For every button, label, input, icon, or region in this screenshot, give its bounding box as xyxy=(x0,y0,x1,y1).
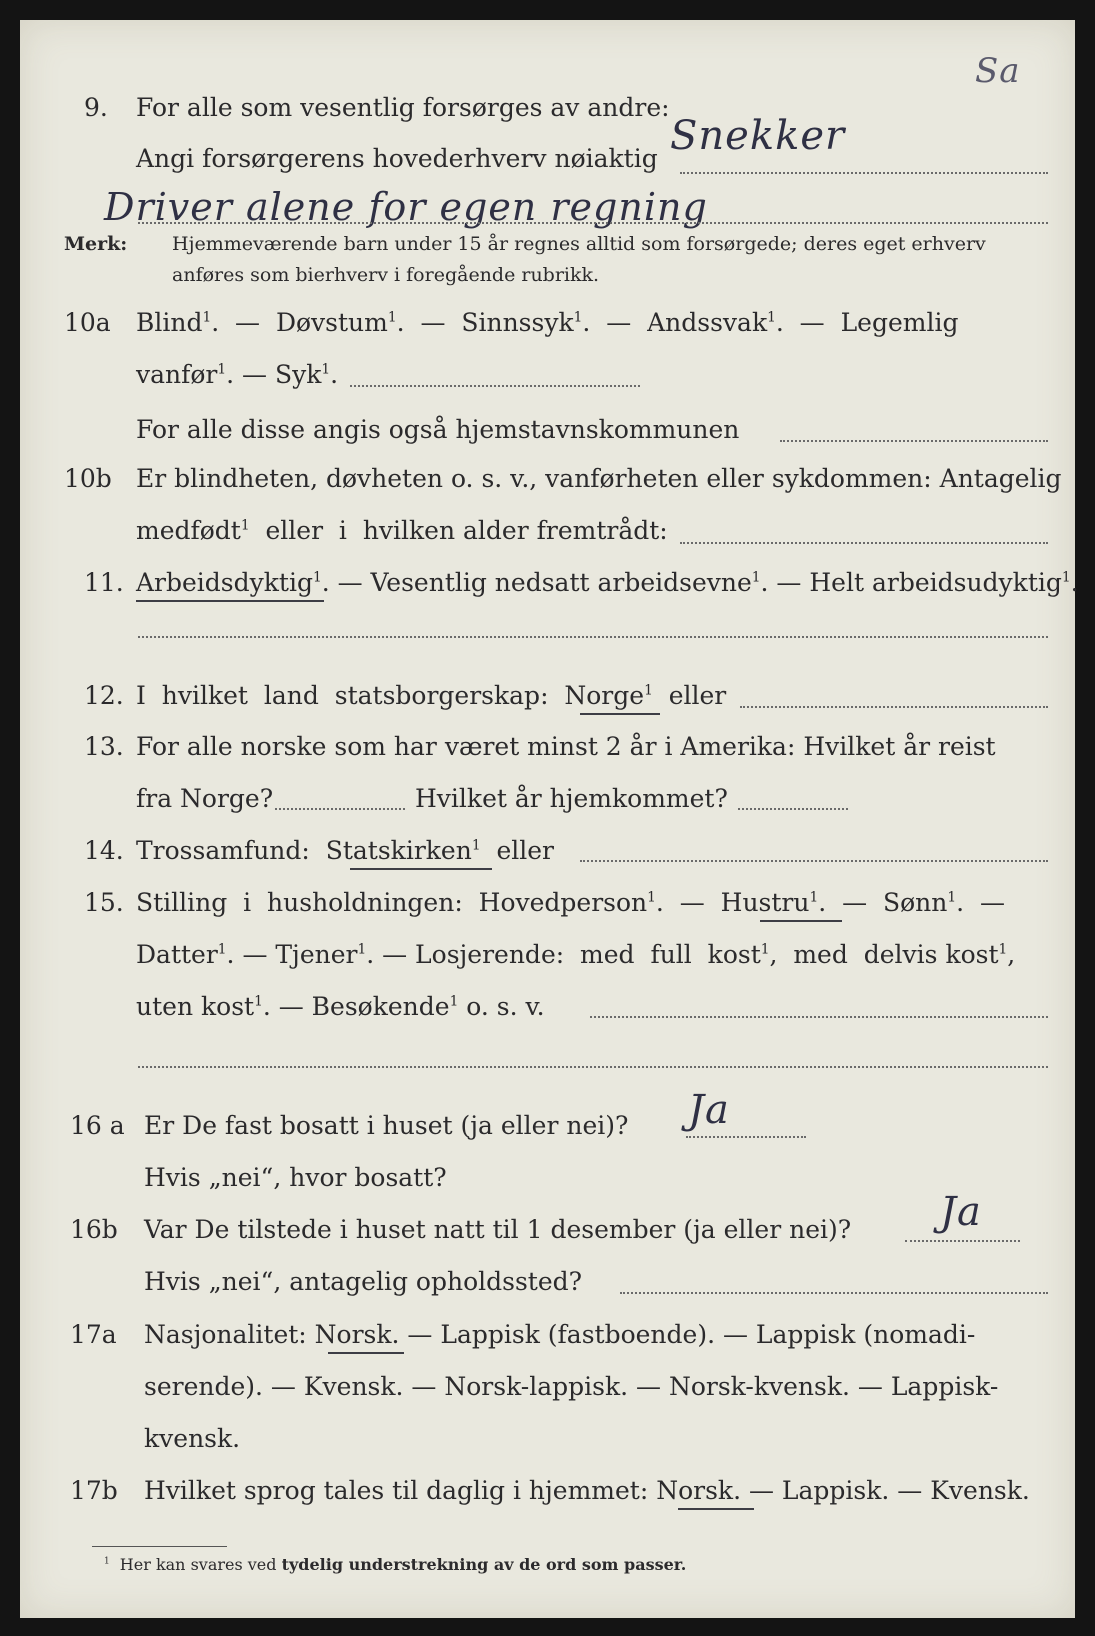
answer-line xyxy=(620,1292,1048,1294)
answer-line xyxy=(738,808,848,810)
question-text: Trossamfund: Statskirken$^1$ eller xyxy=(136,836,555,865)
answer-line xyxy=(350,385,640,387)
handwritten-answer: Ja xyxy=(940,1189,982,1235)
question-text: Datter$^1$. — Tjener$^1$. — Losjerende: med full kost$^1$, med delvis kost$^1$, xyxy=(136,940,1016,969)
question-text: serende). — Kvensk. — Norsk-lappisk. — Norsk-kvensk. — Lappisk- xyxy=(144,1372,999,1401)
answer-line xyxy=(686,1136,806,1138)
item-number: 10a xyxy=(64,308,111,337)
question-text: Var De tilstede i huset natt til 1 desember (ja eller nei)? xyxy=(144,1215,852,1244)
answer-line xyxy=(740,706,1048,708)
question-text: Blind$^1$. — Døvstum$^1$. — Sinnssyk$^1$. — Andssvak$^1$. — Legemlig xyxy=(136,308,959,337)
item-number: 9. xyxy=(84,93,108,122)
question-text: For alle disse angis også hjemstavnskommunen xyxy=(136,415,740,444)
answer-line xyxy=(680,542,1048,544)
question-text: Stilling i husholdningen: Hovedperson$^1$. — Hustru$^1$. — Sønn$^1$. — xyxy=(136,888,1005,917)
question-text: For alle som vesentlig forsørges av andre: xyxy=(136,93,670,122)
answer-underline xyxy=(760,920,842,922)
answer-line xyxy=(275,808,405,810)
item-number: 12. xyxy=(84,681,124,710)
answer-line xyxy=(905,1240,1020,1242)
question-text: Arbeidsdyktig$^1$. — Vesentlig nedsatt arbeidsevne$^1$. — Helt arbeidsudyktig$^1$. xyxy=(136,568,1079,597)
question-text: vanfør$^1$. — Syk$^1$. xyxy=(136,360,339,389)
question-text: I hvilket land statsborgerskap: Norge$^1$ eller xyxy=(136,681,727,710)
item-number: 13. xyxy=(84,732,124,761)
answer-line xyxy=(138,1066,1048,1068)
item-number: 10b xyxy=(64,464,112,493)
question-text: Er De fast bosatt i huset (ja eller nei)? xyxy=(144,1111,629,1140)
item-number: 15. xyxy=(84,888,124,917)
question-text: Angi forsørgerens hovederhverv nøiaktig xyxy=(136,144,658,173)
handwritten-answer: Driver alene for egen regning xyxy=(104,185,708,229)
question-text: uten kost$^1$. — Besøkende$^1$ o. s. v. xyxy=(136,992,545,1021)
answer-line xyxy=(680,172,1048,174)
item-number: 17a xyxy=(70,1320,117,1349)
answer-underline xyxy=(678,1508,754,1510)
question-text: Hvilket sprog tales til daglig i hjemmet: Norsk. — Lappisk. — Kvensk. xyxy=(144,1476,1030,1505)
handwritten-answer: Snekker xyxy=(670,113,846,159)
question-text: For alle norske som har været minst 2 år i Amerika: Hvilket år reist xyxy=(136,732,996,761)
question-text: Hvis „nei“, antagelig opholdssted? xyxy=(144,1267,583,1296)
handwritten-answer: Ja xyxy=(688,1087,730,1133)
question-text: kvensk. xyxy=(144,1424,241,1453)
question-text: medfødt$^1$ eller i hvilken alder fremtrådt: xyxy=(136,516,668,545)
answer-underline xyxy=(580,713,660,715)
item-number: 17b xyxy=(70,1476,118,1505)
item-number: 16b xyxy=(70,1215,118,1244)
note-text: Hjemmeværende barn under 15 år regnes alltid som forsørgede; deres eget erhverv xyxy=(172,233,986,255)
answer-underline xyxy=(328,1352,404,1354)
note-text: anføres som bierhverv i foregående rubrikk. xyxy=(172,264,600,286)
question-text: Hvilket år hjemkommet? xyxy=(415,784,728,813)
item-number: 16 a xyxy=(70,1111,125,1140)
answer-line xyxy=(590,1016,1048,1018)
answer-line xyxy=(138,636,1048,638)
question-text: Nasjonalitet: Norsk. — Lappisk (fastboende). — Lappisk (nomadi- xyxy=(144,1320,976,1349)
question-text: Er blindheten, døvheten o. s. v., vanførheten eller sykdommen: Antagelig xyxy=(136,464,1062,493)
answer-line xyxy=(780,440,1048,442)
item-number: 11. xyxy=(84,568,124,597)
footnote-rule xyxy=(92,1546,227,1547)
answer-underline xyxy=(136,600,324,602)
note-label: Merk: xyxy=(64,233,128,255)
answer-line xyxy=(580,860,1048,862)
question-text: Hvis „nei“, hvor bosatt? xyxy=(144,1163,447,1192)
question-text: fra Norge? xyxy=(136,784,274,813)
census-form-page xyxy=(20,20,1079,1618)
item-number: 14. xyxy=(84,836,124,865)
corner-note: Sa xyxy=(975,51,1021,91)
answer-line xyxy=(138,222,1048,224)
answer-underline xyxy=(350,868,492,870)
footnote: $^1$ Her kan svares ved tydelig understrekning av de ord som passer. xyxy=(104,1555,687,1574)
